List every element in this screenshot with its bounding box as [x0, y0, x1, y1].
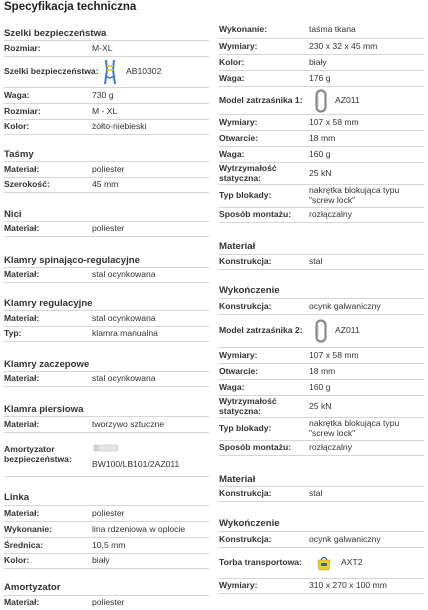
spec-label: Konstrukcja:: [219, 488, 272, 499]
spec-label: [219, 396, 277, 417]
spec-row: [4, 595, 209, 610]
spec-label: Materiał:: [4, 269, 40, 280]
spec-label: Typ blokady:: [219, 423, 272, 434]
spec-row: [219, 54, 424, 70]
spec-label: Konstrukcja:: [219, 256, 272, 267]
spec-label: Szelki bezpieczeństwa:: [4, 66, 99, 77]
spec-value: 160 g: [309, 381, 331, 392]
spec-value: AXT2: [341, 557, 363, 568]
section-title: Szelki bezpieczeństwa: [4, 28, 107, 39]
spec-label-line: statyczna:: [219, 172, 262, 183]
spec-value: 18 mm: [309, 365, 336, 376]
spec-row: [4, 119, 209, 135]
spec-row: [219, 130, 424, 146]
section-title: Nici: [4, 209, 22, 220]
spec-row: [4, 221, 209, 237]
spec-label: Materiał:: [4, 597, 40, 608]
spec-value-line: "screw lock": [309, 428, 356, 438]
section-title: Klamra piersiowa: [4, 404, 84, 415]
spec-label: Materiał:: [4, 418, 40, 429]
spec-row: [4, 521, 209, 537]
spec-value: poliester: [92, 597, 125, 608]
spec-label: Sposób montażu:: [219, 209, 292, 220]
spec-value: rozłączalny: [309, 209, 352, 220]
spec-row: [4, 40, 209, 56]
spec-label: Konstrukcja:: [219, 300, 272, 311]
spec-value-line: nakrętka blokująca typu: [309, 418, 400, 429]
spec-value: stal ocynkowana: [92, 269, 156, 280]
spec-label: Materiał:: [4, 223, 40, 234]
spec-value: 230 x 32 x 45 mm: [309, 40, 378, 51]
spec-label: Model zatrzaśnika 2:: [219, 325, 303, 336]
spec-label: Materiał:: [4, 373, 40, 384]
section-title: Materiał: [219, 241, 256, 252]
spec-row: [4, 177, 209, 193]
spec-label: Materiał:: [4, 312, 40, 323]
spec-row: [4, 310, 209, 326]
spec-value: biały: [92, 555, 110, 566]
spec-row: [219, 547, 424, 578]
page-title: Specyfikacja techniczna: [4, 1, 137, 13]
spec-label: Kolor:: [4, 555, 30, 566]
spec-label-line: Amortyzator: [4, 444, 55, 454]
spec-row: [219, 363, 424, 379]
spec-label: Wykonanie:: [4, 523, 53, 534]
spec-row: [219, 486, 424, 502]
spec-value: [309, 185, 424, 207]
spec-value: lina rdzeniowa w oplocie: [92, 523, 186, 534]
spec-label: Typ blokady:: [219, 190, 272, 201]
spec-label: Wykonanie:: [219, 24, 268, 35]
spec-row: [219, 184, 424, 207]
spec-label: Wymiary:: [219, 580, 258, 591]
spec-row: [219, 22, 424, 38]
spec-value: poliester: [92, 223, 125, 234]
absorber-icon: [92, 439, 120, 457]
spec-label-line: statyczna:: [219, 405, 262, 416]
spec-row: [219, 379, 424, 395]
spec-value: AB10302: [126, 66, 162, 77]
spec-value: ocynk galwaniczny: [309, 300, 381, 311]
spec-value-line: nakrętka blokująca typu: [309, 185, 400, 196]
spec-row: [4, 87, 209, 103]
spec-value: 107 x 58 mm: [309, 349, 359, 360]
section-title: Klamry spinająco-regulacyjne: [4, 255, 140, 266]
spec-row: [4, 267, 209, 283]
spec-value: AZ011: [335, 325, 360, 336]
spec-row: [219, 417, 424, 440]
section-title: Klamry regulacyjne: [4, 298, 93, 309]
section-title: Taśmy: [4, 149, 34, 160]
spec-row: [219, 114, 424, 130]
spec-label: Waga:: [219, 72, 245, 83]
spec-value: stal ocynkowana: [92, 312, 156, 323]
section-title: Amortyzator: [4, 582, 61, 593]
spec-row: [219, 207, 424, 223]
spec-label: Torba transportowa:: [219, 557, 302, 568]
spec-value: stal: [309, 256, 323, 267]
spec-value: M-XL: [92, 42, 113, 53]
carabiner-icon: [315, 89, 327, 113]
spec-value: 18 mm: [309, 132, 336, 143]
spec-value: biały: [309, 56, 327, 67]
section-title: Linka: [4, 492, 30, 503]
spec-value-with-image: [102, 57, 218, 87]
spec-value: 176 g: [309, 72, 331, 83]
spec-row: [219, 254, 424, 270]
spec-label: Waga:: [219, 381, 245, 392]
spec-value: żółto-niebieski: [92, 121, 147, 132]
spec-label-line: Wytrzymałość: [219, 395, 277, 406]
section-title: Wykończenie: [219, 285, 280, 296]
spec-label: Rozmiar:: [4, 105, 41, 116]
spec-row: [4, 161, 209, 177]
spec-value: poliester: [92, 507, 125, 518]
spec-value-with-image: [315, 315, 428, 347]
spec-row: [219, 395, 424, 417]
harness-icon: [102, 58, 118, 86]
spec-label: Średnica:: [4, 539, 44, 550]
spec-label: Wymiary:: [219, 40, 258, 51]
spec-value: stal: [309, 488, 323, 499]
spec-value: tworzywo sztuczne: [92, 418, 165, 429]
spec-label: Wymiary:: [219, 116, 258, 127]
spec-row: [219, 86, 424, 114]
section-title: Materiał: [219, 474, 256, 485]
spec-value-with-image: [315, 87, 428, 114]
spec-label: Typ:: [4, 328, 22, 339]
spec-label: Otwarcie:: [219, 365, 259, 376]
spec-value: 730 g: [92, 89, 114, 100]
spec-row: [4, 505, 209, 521]
section-title: Wykończenie: [219, 518, 280, 529]
spec-value-line: "screw lock": [309, 195, 356, 205]
spec-value: 107 x 58 mm: [309, 116, 359, 127]
spec-label: Waga:: [4, 89, 30, 100]
spec-value: BW100/LB101/2AZ011: [92, 458, 180, 469]
spec-label-line: Wytrzymałość: [219, 162, 277, 173]
spec-row: [219, 70, 424, 86]
spec-value: [309, 418, 424, 440]
spec-row: [219, 578, 424, 594]
carabiner-icon: [315, 319, 327, 343]
spec-row: [219, 298, 424, 314]
spec-row: [219, 314, 424, 347]
spec-row: [4, 553, 209, 569]
spec-value: taśma tkana: [309, 24, 356, 35]
spec-value: klamra manualna: [92, 328, 158, 339]
spec-value-with-image: [92, 433, 208, 476]
spec-row: [4, 371, 209, 387]
spec-value: 310 x 270 x 100 mm: [309, 580, 387, 591]
spec-value: ocynk galwaniczny: [309, 533, 381, 544]
spec-value: AZ011: [335, 94, 360, 105]
spec-value: rozłączalny: [309, 442, 352, 453]
spec-value: stal ocynkowana: [92, 373, 156, 384]
spec-label: [4, 433, 72, 476]
spec-row: [4, 416, 209, 432]
spec-row: [219, 146, 424, 162]
spec-label: [219, 163, 277, 184]
spec-row: [4, 326, 209, 342]
spec-label-line: bezpieczeństwa:: [4, 453, 72, 464]
spec-row: [4, 56, 209, 87]
spec-value: 45 mm: [92, 179, 119, 190]
spec-label: Sposób montażu:: [219, 442, 292, 453]
spec-label: Materiał:: [4, 507, 40, 518]
spec-row: [219, 440, 424, 456]
spec-label: Model zatrzaśnika 1:: [219, 94, 303, 105]
spec-label: Konstrukcja:: [219, 533, 272, 544]
spec-label: Rozmiar:: [4, 42, 41, 53]
spec-row: [219, 162, 424, 184]
section-title: Klamry zaczepowe: [4, 359, 90, 370]
spec-row: [4, 103, 209, 119]
spec-value: poliester: [92, 163, 125, 174]
spec-label: Materiał:: [4, 163, 40, 174]
spec-row: [219, 347, 424, 363]
spec-value: M - XL: [92, 105, 118, 116]
spec-label: Waga:: [219, 148, 245, 159]
spec-label: Otwarcie:: [219, 132, 259, 143]
spec-label: Kolor:: [4, 121, 30, 132]
spec-row: [219, 531, 424, 547]
spec-row: [4, 432, 209, 477]
spec-value: 160 g: [309, 148, 331, 159]
spec-label: Kolor:: [219, 56, 245, 67]
spec-value: 25 kN: [309, 167, 332, 178]
spec-value-with-image: [315, 548, 428, 578]
spec-value: 10,5 mm: [92, 539, 126, 550]
spec-label: Wymiary:: [219, 349, 258, 360]
spec-value: 25 kN: [309, 400, 332, 411]
spec-row: [219, 38, 424, 54]
spec-row: [4, 537, 209, 553]
spec-label: Szerokość:: [4, 179, 50, 190]
bag-icon: [315, 554, 333, 572]
